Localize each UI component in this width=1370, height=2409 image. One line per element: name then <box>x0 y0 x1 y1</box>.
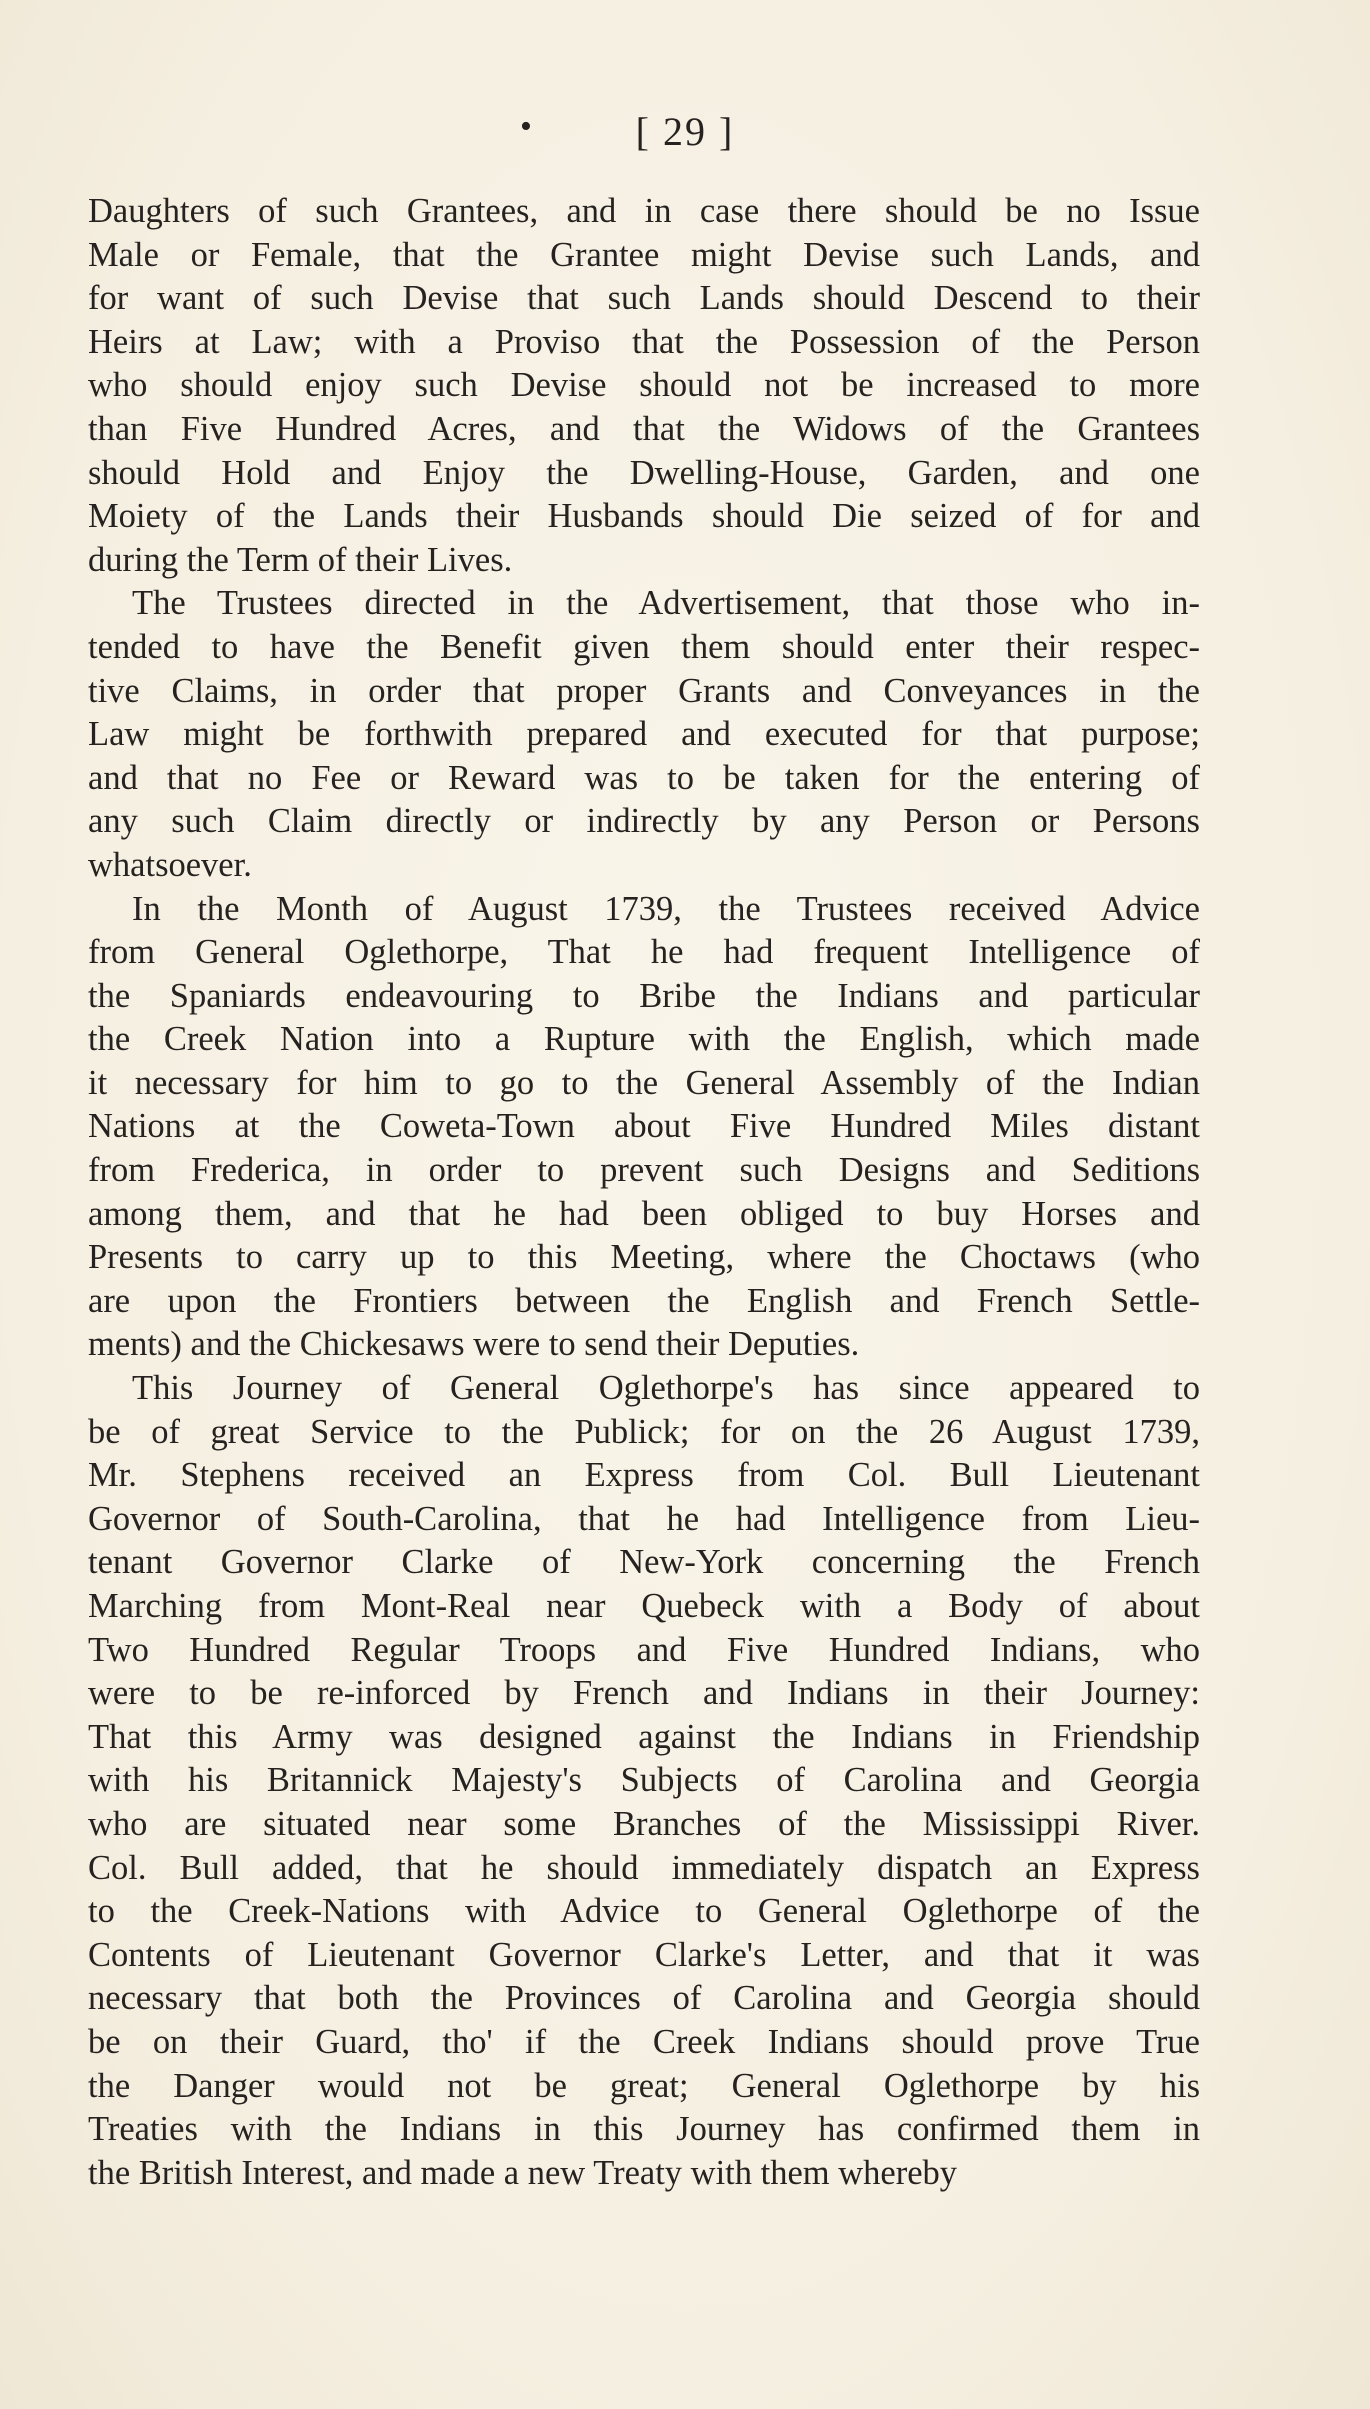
header-marker: • <box>520 108 534 145</box>
text-line: Col. Bull added, that he should immediately dispatch an Express <box>88 1848 1200 1887</box>
text-line: Moiety of the Lands their Husbands should Die seized of for and <box>88 497 1200 536</box>
text-line: The Trustees directed in the Advertisement, that those who in- <box>132 584 1200 623</box>
text-line: This Journey of General Oglethorpe's has since appeared to <box>132 1369 1200 1408</box>
text-line: it necessary for him to go to the General Assembly of the Indian <box>88 1063 1200 1102</box>
text-line: among them, and that he had been obliged to buy Horses and <box>88 1194 1200 1233</box>
paragraph <box>88 190 1200 582</box>
text-line: Treaties with the Indians in this Journey has confirmed them in <box>88 2110 1200 2149</box>
text-line: to the Creek-Nations with Advice to General Oglethorpe of the <box>88 1892 1200 1931</box>
text-line: be of great Service to the Publick; for on the 26 August 1739, <box>88 1412 1200 1451</box>
body-text <box>88 190 1200 2195</box>
text-line: That this Army was designed against the Indians in Friendship <box>88 1717 1200 1756</box>
text-line: and that no Fee or Reward was to be taken for the entering of <box>88 758 1200 797</box>
text-line: tended to have the Benefit given them should enter their respec- <box>88 627 1200 666</box>
text-line: Presents to carry up to this Meeting, where the Choctaws (who <box>88 1238 1200 1277</box>
text-line: tive Claims, in order that proper Grants and Conveyances in the <box>88 671 1200 710</box>
text-line: the British Interest, and made a new Treaty with them whereby <box>88 2153 958 2192</box>
text-line: be on their Guard, tho' if the Creek Indians should prove True <box>88 2022 1200 2061</box>
paragraph <box>88 888 1200 1368</box>
text-line: Heirs at Law; with a Proviso that the Possession of the Person <box>88 322 1200 361</box>
text-line: the Danger would not be great; General Oglethorpe by his <box>88 2066 1200 2105</box>
text-line: Daughters of such Grantees, and in case there should be no Issue <box>88 192 1200 230</box>
text-line: who are situated near some Branches of the Mississippi River. <box>88 1804 1200 1843</box>
text-line: Nations at the Coweta-Town about Five Hundred Miles distant <box>88 1107 1200 1146</box>
text-line: with his Britannick Majesty's Subjects of Carolina and Georgia <box>88 1761 1200 1800</box>
text-line: were to be re-inforced by French and Indians in their Journey: <box>88 1674 1200 1713</box>
text-line: Governor of South-Carolina, that he had Intelligence from Lieu- <box>88 1499 1200 1538</box>
text-line: than Five Hundred Acres, and that the Widows of the Grantees <box>88 409 1200 448</box>
text-line: In the Month of August 1739, the Trustees received Advice <box>132 889 1200 928</box>
text-line: any such Claim directly or indirectly by any Person or Persons <box>88 802 1200 841</box>
text-line: ments) and the Chickesaws were to send their Deputies. <box>88 1325 860 1364</box>
text-line: necessary that both the Provinces of Carolina and Georgia should <box>88 1979 1200 2018</box>
text-line: the Spaniards endeavouring to Bribe the Indians and particular <box>88 976 1200 1015</box>
text-line: Two Hundred Regular Troops and Five Hundred Indians, who <box>88 1630 1200 1669</box>
page-header <box>0 108 1370 155</box>
text-line: during the Term of their Lives. <box>88 540 513 579</box>
text-line: are upon the Frontiers between the English and French Settle- <box>88 1281 1200 1320</box>
text-line: from General Oglethorpe, That he had frequent Intelligence of <box>88 933 1200 972</box>
text-line: who should enjoy such Devise should not be increased to more <box>88 366 1200 405</box>
text-line: should Hold and Enjoy the Dwelling-House, Garden, and one <box>88 453 1200 492</box>
text-line: Law might be forthwith prepared and executed for that purpose; <box>88 715 1200 754</box>
text-line: Marching from Mont-Real near Quebeck with a Body of about <box>88 1587 1200 1625</box>
text-line: whatsoever. <box>88 845 252 884</box>
text-line: Contents of Lieutenant Governor Clarke's Letter, and that it was <box>88 1935 1200 1974</box>
text-line: the Creek Nation into a Rupture with the English, which made <box>88 1020 1200 1059</box>
text-line: from Frederica, in order to prevent such Designs and Seditions <box>88 1151 1200 1190</box>
paragraph <box>88 1367 1200 2195</box>
text-line: for want of such Devise that such Lands should Descend to their <box>88 279 1200 318</box>
text-line: Mr. Stephens received an Express from Col. Bull Lieutenant <box>88 1456 1200 1495</box>
page-number: [ 29 ] <box>635 109 735 154</box>
paragraph <box>88 582 1200 887</box>
text-line: Male or Female, that the Grantee might Devise such Lands, and <box>88 235 1200 274</box>
text-line: tenant Governor Clarke of New-York concerning the French <box>88 1543 1200 1582</box>
